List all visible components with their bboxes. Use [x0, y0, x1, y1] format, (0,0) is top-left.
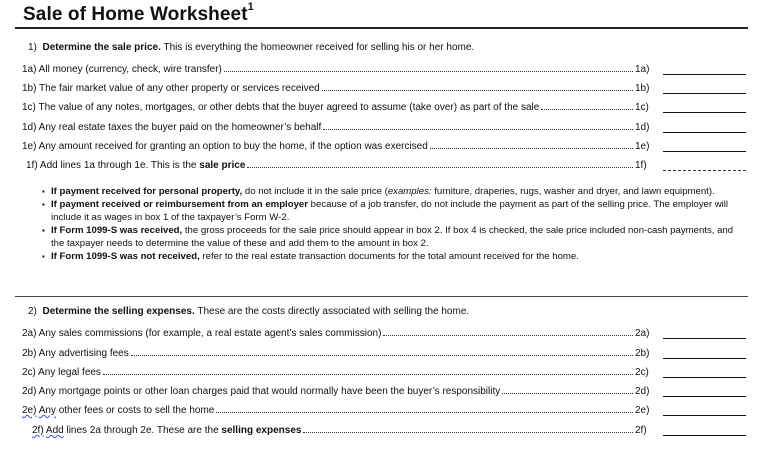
input-2b[interactable] — [663, 348, 746, 359]
input-2c[interactable] — [663, 367, 746, 378]
input-1f[interactable] — [663, 160, 746, 171]
input-1b[interactable] — [663, 83, 746, 94]
line-2f-total: 2f) Add lines 2a through 2e. These are the selling expenses 2f) — [32, 422, 746, 436]
line-1b: 1b) The fair market value of any other property or services received 1b) — [22, 80, 746, 94]
line-2e: 2e) Any other fees or costs to sell the home 2e) — [22, 402, 746, 416]
line-2a: 2a) Any sales commissions (for example, a real estate agent’s sales commission) 2a) — [22, 325, 746, 339]
line-2b: 2b) Any advertising fees 2b) — [22, 345, 746, 359]
line-1a: 1a) All money (currency, check, wire transfer) 1a) — [22, 61, 746, 75]
note-1099s-not-received: ▪ If Form 1099-S was not received, refer to the real estate transaction documents for the total amount received for the home. — [42, 251, 579, 262]
section-divider — [15, 296, 748, 297]
input-1a[interactable] — [663, 64, 746, 75]
note-employer-payment: ▪ If payment received or reimbursement from an employer because of a job transfer, do not include the payment as part of the selling price. The employer will include it as wages in box 1 of the taxpayer’s Form W-2. — [42, 199, 729, 223]
line-1e: 1e) Any amount received for granting an option to buy the home, if the option was exercised 1e) — [22, 138, 746, 152]
input-2f[interactable] — [663, 425, 746, 436]
line-1f-total: 1f) Add lines 1a through 1e. This is the sale price 1f) — [26, 157, 746, 171]
line-2c: 2c) Any legal fees 2c) — [22, 364, 746, 378]
notes-list — [42, 185, 742, 263]
input-2a[interactable] — [663, 328, 746, 339]
input-1d[interactable] — [663, 122, 746, 133]
section1-heading: 1) Determine the sale price. This is everything the homeowner received for selling his or her home. — [28, 42, 475, 53]
note-1099s-received: ▪ If Form 1099-S was received, the gross proceeds for the sale price should appear in box 2. If box 4 is checked, the sale price included non-cash payments, and the taxpayer needs to determine the value of these and add them to the amount in box 2. — [42, 225, 734, 249]
page-title: Sale of Home Worksheet$^1$ — [23, 1, 254, 25]
input-2d[interactable] — [663, 386, 746, 397]
line-1d: 1d) Any real estate taxes the buyer paid on the homeowner’s behalf 1d) — [22, 119, 746, 133]
input-1c[interactable] — [663, 102, 746, 113]
title-footnote-marker: 1 — [247, 1, 254, 13]
input-1e[interactable] — [663, 141, 746, 152]
title-rule — [15, 27, 748, 29]
note-personal-property: ▪ If payment received for personal property, do not include it in the sale price (examples: furniture, draperies, rugs, washer and dryer, and lawn equipment). — [42, 186, 715, 197]
line-1c: 1c) The value of any notes, mortgages, or other debts that the buyer agreed to assume (take over) as part of the sale 1c) — [22, 99, 746, 113]
input-2e[interactable] — [663, 405, 746, 416]
section2-heading: 2) Determine the selling expenses. These are the costs directly associated with selling the home. — [28, 306, 470, 317]
line-2d: 2d) Any mortgage points or other loan charges paid that would normally have been the buyer’s responsibility 2d) — [22, 383, 746, 397]
